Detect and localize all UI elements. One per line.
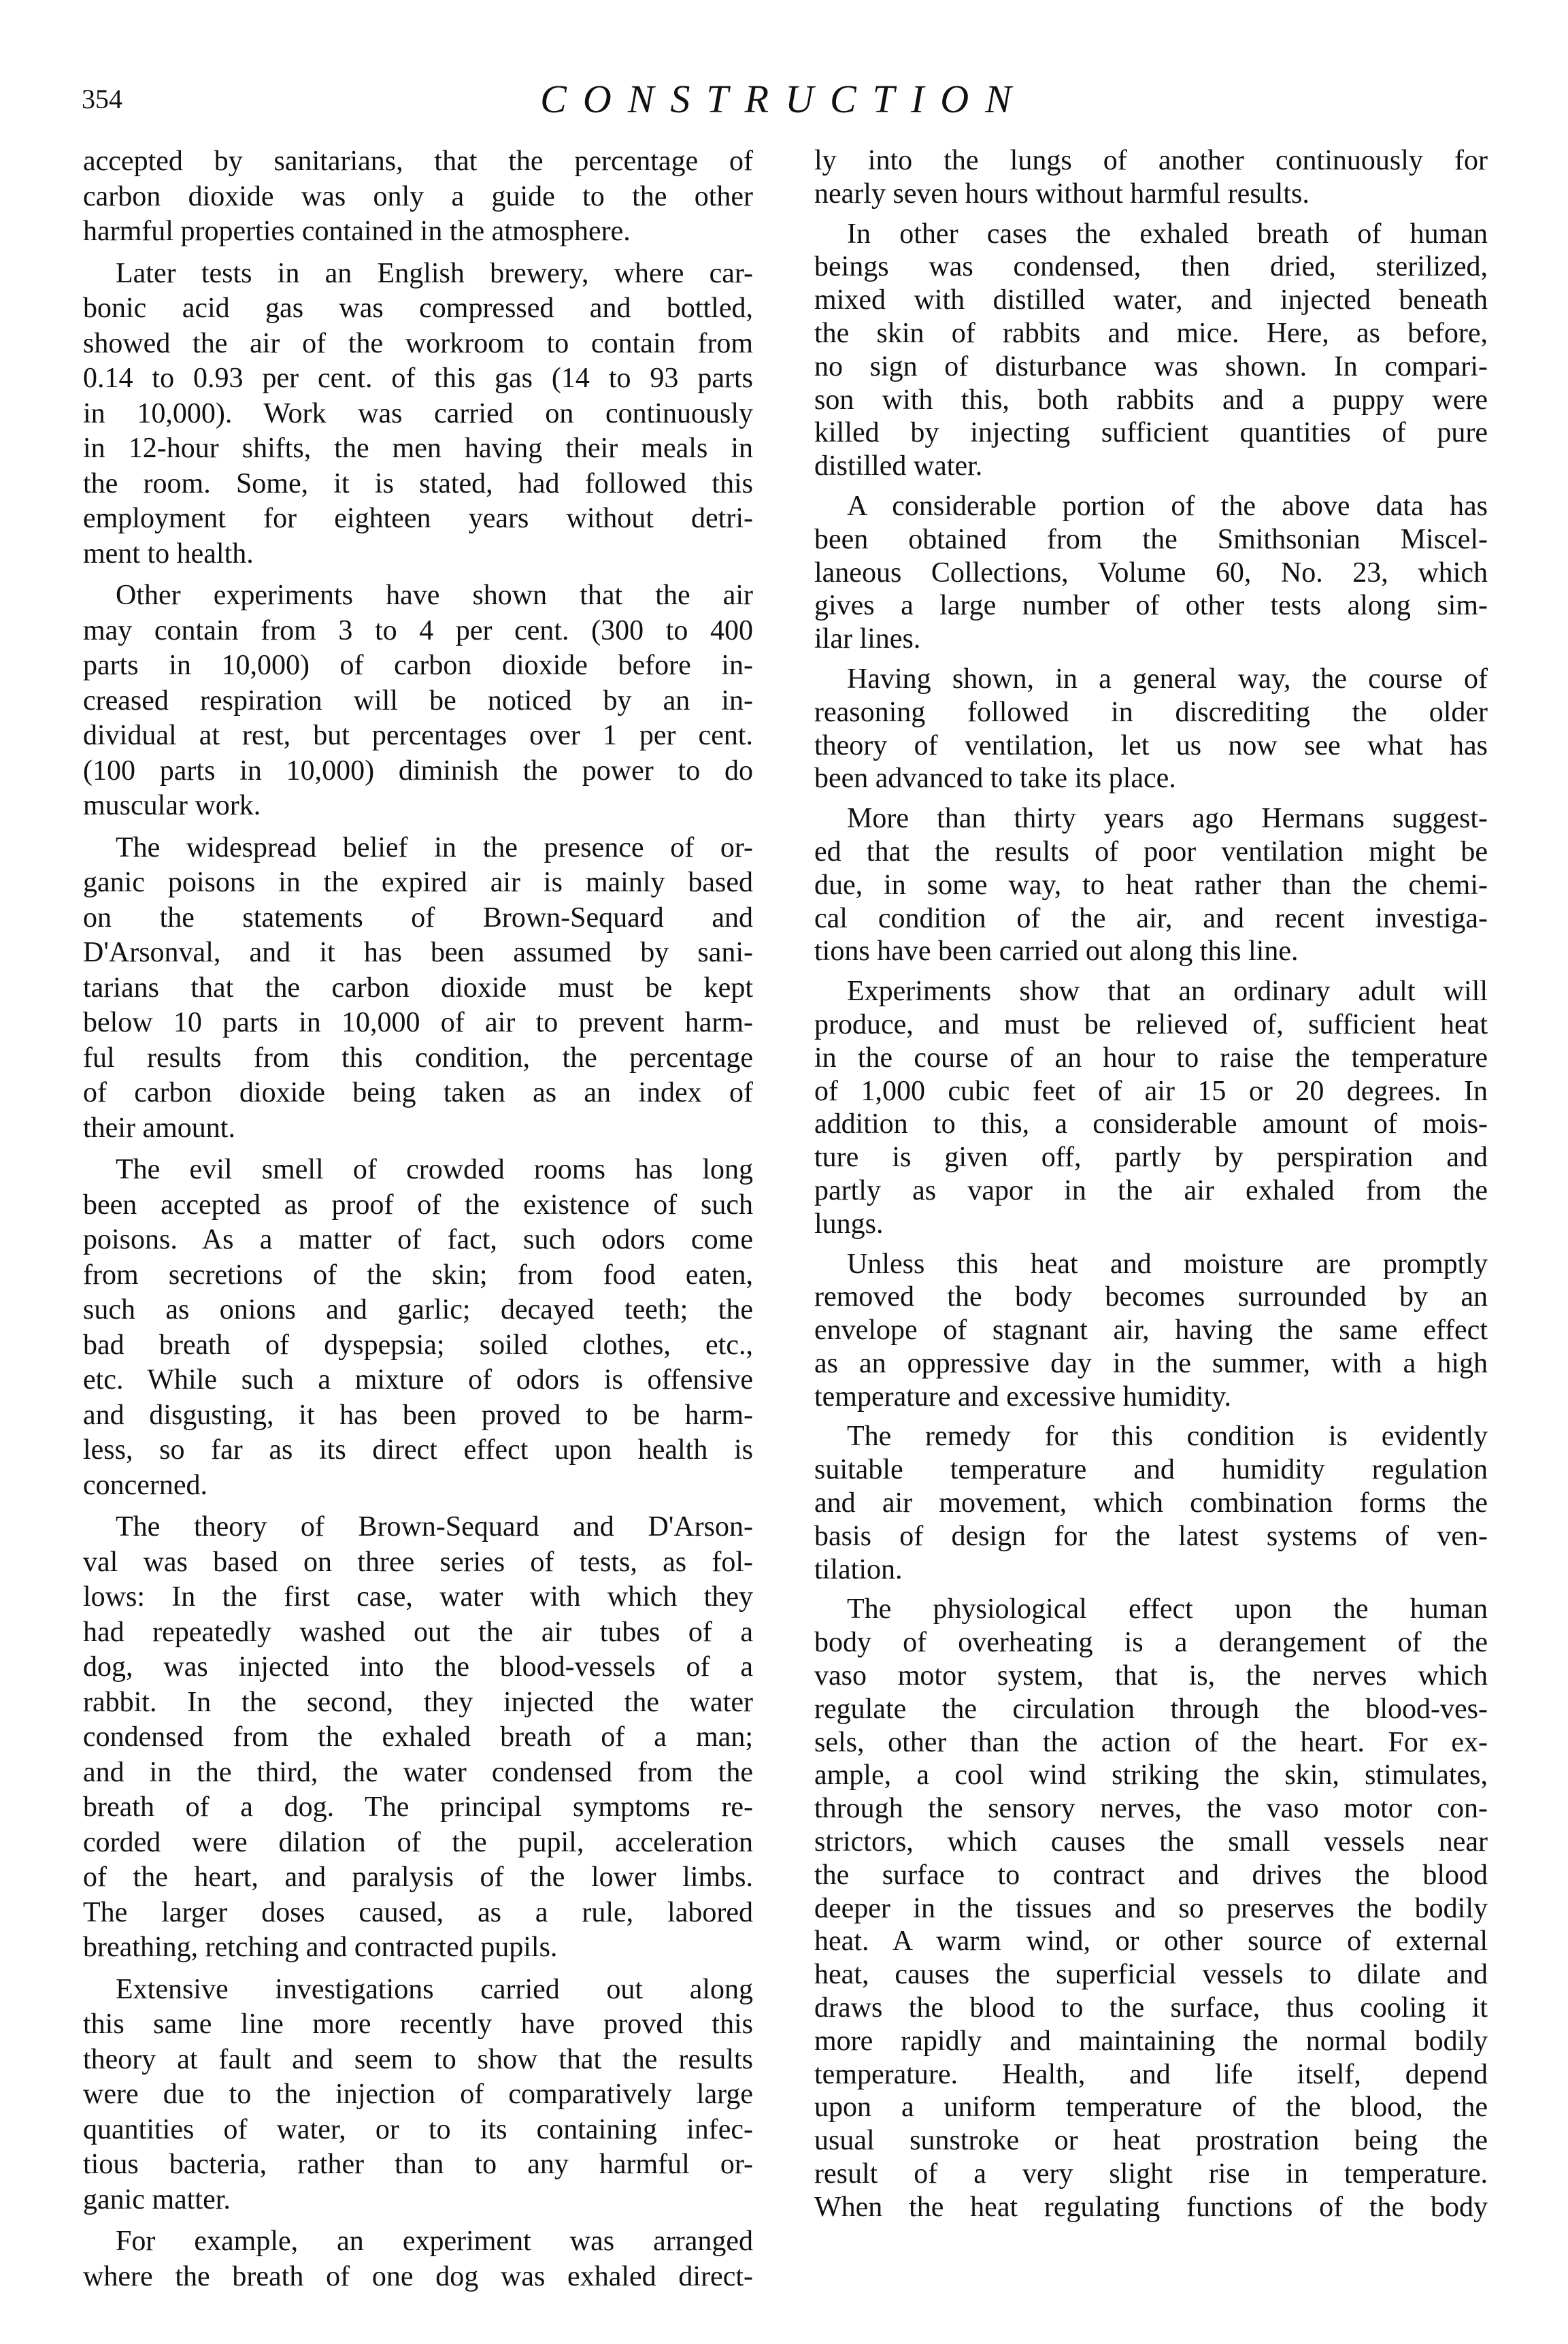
text-line: Other experiments have shown that the air [116,580,753,611]
text-line: theory of ventilation, let us now see what has [814,729,1488,761]
text-line: been accepted as proof of the existence of such [83,1189,753,1221]
paragraph [814,975,1488,1240]
paragraph [814,802,1488,968]
text-line: The remedy for this condition is evidently [847,1421,1488,1453]
page-number: 354 [82,84,122,114]
text-line: such as onions and garlic; decayed teeth; the [83,1294,753,1325]
text-line: suitable temperature and humidity regulation [814,1454,1488,1486]
text-line: draws the blood to the surface, thus cooling it [814,1992,1488,2024]
text-line: cal condition of the air, and recent investiga- [814,902,1488,934]
text-line: corded were dilation of the pupil, acceleration [83,1826,753,1858]
text-line: employment for eighteen years without detri- [83,503,753,534]
text-line: strictors, which causes the small vessels near [814,1826,1488,1858]
text-line: and air movement, which combination forms the [814,1487,1488,1519]
text-line: D'Arsonval, and it has been assumed by sani- [83,937,753,968]
text-line: Unless this heat and moisture are promptly [847,1248,1488,1280]
text-line: had repeatedly washed out the air tubes of a [83,1616,753,1648]
text-line: For example, an experiment was arranged [116,2226,753,2257]
text-line: The larger doses caused, as a rule, labored [83,1896,753,1928]
text-line: concerned. [83,1469,208,1501]
text-line: In other cases the exhaled breath of human [847,218,1488,250]
text-line: ganic poisons in the expired air is mainly based [83,867,753,898]
text-line: distilled water. [814,450,983,482]
text-line: tarians that the carbon dioxide must be kept [83,972,753,1004]
text-line: the room. Some, it is stated, had followed this [83,467,753,499]
paragraph [83,1972,753,2218]
text-line: Later tests in an English brewery, where car- [116,257,753,289]
text-line: ment to health. [83,538,254,570]
text-line: accepted by sanitarians, that the percentage of [83,146,753,177]
text-line: breath of a dog. The principal symptoms re- [83,1792,753,1823]
text-line: dog, was injected into the blood-vessels of a [83,1651,753,1683]
paragraph [814,1593,1488,2224]
text-line: rabbit. In the second, they injected the water [83,1686,753,1718]
text-line: the skin of rabbits and mice. Here, as before, [814,317,1488,349]
text-line: lows: In the first case, water with which they [83,1581,753,1613]
text-line: in 12-hour shifts, the men having their meals in [83,433,753,464]
text-line: upon a uniform temperature of the blood, the [814,2092,1488,2124]
text-line: in 10,000). Work was carried on continuously [83,397,753,429]
text-line: condensed from the exhaled breath of a man; [83,1721,753,1753]
text-line: usual sunstroke or heat prostration being the [814,2125,1488,2157]
text-line: produce, and must be relieved of, sufficient heat [814,1008,1488,1040]
text-line: no sign of disturbance was shown. In compari- [814,350,1488,382]
text-line: etc. While such a mixture of odors is offensive [83,1364,753,1396]
text-line: addition to this, a considerable amount of mois- [814,1108,1488,1140]
text-line: tious bacteria, rather than to any harmful or- [83,2149,753,2180]
text-line: more rapidly and maintaining the normal bodily [814,2025,1488,2057]
paragraph [83,144,753,250]
text-line: laneous Collections, Volume 60, No. 23, which [814,557,1488,589]
paragraph [814,1420,1488,1586]
paragraph [814,490,1488,656]
text-line: ed that the results of poor ventilation might be [814,836,1488,868]
left-column [83,144,753,2301]
text-line: ilar lines. [814,623,921,655]
text-line: been obtained from the Smithsonian Miscel- [814,523,1488,555]
text-line: the surface to contract and drives the blood [814,1859,1488,1891]
text-line: partly as vapor in the air exhaled from the [814,1174,1488,1206]
text-line: Extensive investigations carried out along [116,1973,753,2005]
text-line: The theory of Brown-Sequard and D'Arson- [116,1511,753,1542]
paragraph [83,2224,753,2294]
text-line: The physiological effect upon the human [847,1594,1488,1625]
text-line: below 10 parts in 10,000 of air to prevent harm- [83,1007,753,1038]
text-line: breathing, retching and contracted pupils. [83,1932,558,1963]
paragraph [814,1248,1488,1414]
paragraph [83,257,753,572]
text-line: heat, causes the superficial vessels to dilate and [814,1959,1488,1991]
text-line: ample, a cool wind striking the skin, stimulates, [814,1760,1488,1792]
text-line: killed by injecting sufficient quantities of pure [814,417,1488,449]
text-line: envelope of stagnant air, having the same effect [814,1315,1488,1347]
text-line: 0.14 to 0.93 per cent. of this gas (14 to 93 parts [83,363,753,394]
text-line: through the sensory nerves, the vaso motor con- [814,1793,1488,1825]
text-line: parts in 10,000) of carbon dioxide before in- [83,650,753,681]
text-line: The evil smell of crowded rooms has long [116,1154,753,1185]
text-line: ly into the lungs of another continuously for [814,145,1488,176]
text-line: tions have been carried out along this line. [814,936,1299,968]
text-line: ganic matter. [83,2183,231,2215]
text-line: mixed with distilled water, and injected beneath [814,284,1488,316]
text-line: beings was condensed, then dried, sterilized, [814,251,1488,283]
text-line: their amount. [83,1112,235,1144]
text-line: of 1,000 cubic feet of air 15 or 20 degrees. In [814,1075,1488,1107]
text-line: removed the body becomes surrounded by an [814,1281,1488,1313]
paragraph [83,1510,753,1966]
text-line: as an oppressive day in the summer, with a high [814,1347,1488,1379]
text-line: creased respiration will be noticed by an in- [83,684,753,716]
text-line: this same line more recently have proved this [83,2009,753,2040]
text-line: been advanced to take its place. [814,763,1176,795]
text-line: dividual at rest, but percentages over 1 per cent. [83,720,753,751]
text-line: ful results from this condition, the percentage [83,1042,753,1074]
text-line: More than thirty years ago Hermans suggest- [847,803,1488,835]
text-line: poisons. As a matter of fact, such odors come [83,1224,753,1255]
text-line: gives a large number of other tests along sim- [814,590,1488,622]
paragraph [83,1153,753,1503]
text-line: muscular work. [83,790,261,821]
text-line: vaso motor system, that is, the nerves which [814,1660,1488,1692]
text-line: val was based on three series of tests, as fol- [83,1546,753,1578]
text-line: (100 parts in 10,000) diminish the power to do [83,755,753,787]
text-line: Having shown, in a general way, the course of [847,663,1488,695]
paragraph [83,578,753,824]
paragraph [83,831,753,1146]
running-title: CONSTRUCTION [540,77,1028,121]
text-line: body of overheating is a derangement of the [814,1627,1488,1659]
text-line: quantities of water, or to its containing infec- [83,2113,753,2145]
text-line: heat. A warm wind, or other source of external [814,1926,1488,1958]
text-line: bad breath of dyspepsia; soiled clothes, etc., [83,1329,753,1361]
text-line: theory at fault and seem to show that the results [83,2043,753,2075]
text-line: regulate the circulation through the blood-ves- [814,1693,1488,1725]
text-line: due, in some way, to heat rather than the chemi- [814,869,1488,901]
text-line: showed the air of the workroom to contain from [83,327,753,359]
text-line: of carbon dioxide being taken as an index of [83,1077,753,1108]
paragraph [814,218,1488,483]
text-line: deeper in the tissues and so preserves the bodily [814,1892,1488,1924]
text-line: A considerable portion of the above data has [847,490,1488,522]
text-line: and disgusting, it has been proved to be harm- [83,1399,753,1431]
text-line: result of a very slight rise in temperature. [814,2158,1488,2190]
text-line: were due to the injection of comparatively large [83,2079,753,2110]
text-line: of the heart, and paralysis of the lower limbs. [83,1862,753,1893]
text-line: bonic acid gas was compressed and bottled, [83,293,753,324]
text-line: sels, other than the action of the heart. For ex- [814,1726,1488,1758]
text-line: where the breath of one dog was exhaled direct- [83,2260,753,2292]
right-column [814,144,1488,2231]
paragraph [814,144,1488,211]
text-line: may contain from 3 to 4 per cent. (300 to 400 [83,614,753,646]
text-line: harmful properties contained in the atmosphere. [83,216,631,247]
text-line: tilation. [814,1553,903,1585]
text-line: in the course of an hour to raise the temperature [814,1042,1488,1074]
text-line: When the heat regulating functions of the body [814,2191,1488,2223]
text-line: temperature and excessive humidity. [814,1381,1232,1413]
paragraph [814,663,1488,795]
text-line: carbon dioxide was only a guide to the other [83,180,753,212]
text-line: from secretions of the skin; from food eaten, [83,1259,753,1291]
text-line: son with this, both rabbits and a puppy were [814,384,1488,416]
text-line: reasoning followed in discrediting the older [814,696,1488,728]
text-line: lungs. [814,1208,884,1240]
text-line: The widespread belief in the presence of or- [116,831,753,863]
text-line: ture is given off, partly by perspiration and [814,1142,1488,1174]
text-line: temperature. Health, and life itself, depend [814,2058,1488,2090]
text-line: less, so far as its direct effect upon health is [83,1434,753,1466]
text-line: on the statements of Brown-Sequard and [83,902,753,934]
text-line: nearly seven hours without harmful results. [814,178,1310,210]
text-line: Experiments show that an ordinary adult will [847,976,1488,1008]
text-line: and in the third, the water condensed from the [83,1756,753,1788]
text-line: basis of design for the latest systems of ven- [814,1520,1488,1552]
